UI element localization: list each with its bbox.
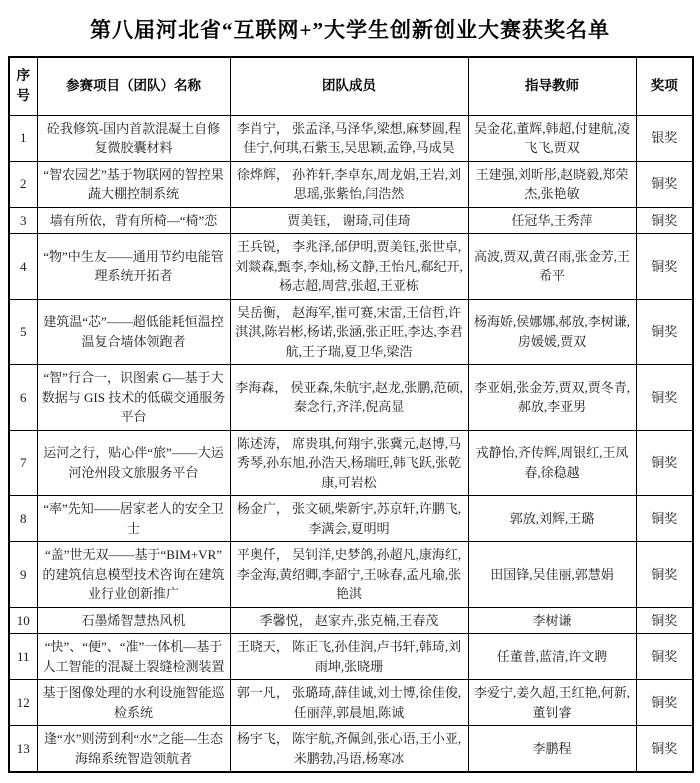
- cell-members: 徐烨辉， 孙祚轩,李卓东,周龙娟,王岩,刘思瑶,张紫怡,闫浩然: [230, 161, 468, 207]
- table-row: [9, 161, 693, 207]
- cell-award: 铜奖: [636, 496, 693, 542]
- cell-serial: 7: [9, 430, 37, 496]
- table-row: [9, 430, 693, 496]
- cell-advisors: 任董普,蓝清,许文聘: [468, 634, 636, 680]
- table-row: [9, 234, 693, 300]
- table-row: [9, 207, 693, 234]
- cell-project: “智”行合一，识图索 G—基于大数据与 GIS 技术的低碳交通服务平台: [37, 365, 230, 431]
- header-advisors: 指导教师: [468, 57, 636, 115]
- cell-advisors: 戎静怡,齐传辉,周银红,王凤春,徐稳越: [468, 430, 636, 496]
- table-row: [9, 299, 693, 365]
- cell-project: 墙有所依，背有所椅—“椅”恋: [37, 207, 230, 234]
- cell-project: “盖”世无双——基于“BIM+VR”的建筑信息模型技术咨询在建筑业行业创新推广: [37, 542, 230, 608]
- cell-advisors: 李树谦: [468, 607, 636, 634]
- cell-project: 运河之行，贴心伴“旅”——大运河沧州段文旅服务平台: [37, 430, 230, 496]
- cell-members: 杨金广， 张文硕,柴新宇,苏京轩,许鹏飞,李满会,夏明明: [230, 496, 468, 542]
- cell-members: 贾美钰， 谢琦,司佳琦: [230, 207, 468, 234]
- table-row: [9, 607, 693, 634]
- cell-award: 铜奖: [636, 161, 693, 207]
- cell-award: 铜奖: [636, 607, 693, 634]
- cell-members: 吴岳衡， 赵海军,崔可赛,宋雷,王信哲,许淇淇,陈岩彬,杨诺,张涵,张正旺,李达,李君航,王子瑞,夏卫华,梁浩: [230, 299, 468, 365]
- cell-serial: 4: [9, 234, 37, 300]
- cell-members: 杨宇飞， 陈宇航,齐佩剑,张心语,王小亚,米鹏勃,冯语,杨寒冰: [230, 726, 468, 773]
- header-serial: 序号: [9, 57, 37, 115]
- cell-project: 砼我修筑-国内首款混凝土自修复微胶囊材料: [37, 115, 230, 161]
- cell-members: 李海森， 侯亚森,朱航宇,赵龙,张鹏,范硕,秦念行,齐洋,倪高显: [230, 365, 468, 431]
- cell-members: 平奥仟， 吴钊洋,史梦鸽,孙超凡,康海红,李金海,黄绍卿,李韶宁,王咏春,孟凡瑜,张艳淇: [230, 542, 468, 608]
- cell-project: “智农园艺”基于物联网的智控果蔬大棚控制系统: [37, 161, 230, 207]
- cell-award: 铜奖: [636, 680, 693, 726]
- cell-advisors: 任冠华,王秀萍: [468, 207, 636, 234]
- cell-project: 逢“水”则涝到利“水”之能—生态海绵系统智造领航者: [37, 726, 230, 773]
- cell-serial: 12: [9, 680, 37, 726]
- cell-serial: 2: [9, 161, 37, 207]
- table-row: [9, 365, 693, 431]
- cell-serial: 5: [9, 299, 37, 365]
- cell-members: 季馨悦， 赵家卉,张克楠,王春茂: [230, 607, 468, 634]
- cell-award: 铜奖: [636, 726, 693, 773]
- cell-award: 银奖: [636, 115, 693, 161]
- cell-project: 石墨烯智慧热风机: [37, 607, 230, 634]
- header-row: [9, 57, 693, 115]
- cell-award: 铜奖: [636, 234, 693, 300]
- cell-advisors: 郭放,刘辉,王璐: [468, 496, 636, 542]
- table-row: [9, 496, 693, 542]
- cell-advisors: 杨海娇,侯娜娜,郝放,李树谦,房媛媛,贾双: [468, 299, 636, 365]
- header-project: 参赛项目（团队）名称: [37, 57, 230, 115]
- cell-serial: 6: [9, 365, 37, 431]
- cell-serial: 11: [9, 634, 37, 680]
- cell-advisors: 李亚娟,张金芳,贾双,贾冬青,郝放,李亚男: [468, 365, 636, 431]
- cell-award: 铜奖: [636, 430, 693, 496]
- table-row: [9, 680, 693, 726]
- cell-members: 王晓天， 陈正飞,孙佳润,卢书轩,韩琦,刘雨坤,张晓珊: [230, 634, 468, 680]
- cell-award: 铜奖: [636, 542, 693, 608]
- cell-project: 基于图像处理的水利设施智能巡检系统: [37, 680, 230, 726]
- cell-members: 陈述涛， 席贵琪,何翔宇,张冀元,赵博,马秀琴,孙东旭,孙浩天,杨瑞旺,韩飞跃,张乾康,可岩松: [230, 430, 468, 496]
- cell-project: “率”先知——居家老人的安全卫士: [37, 496, 230, 542]
- cell-advisors: 王建强,刘昕彤,赵晓毅,郑荣杰,张艳敏: [468, 161, 636, 207]
- cell-award: 铜奖: [636, 207, 693, 234]
- table-row: [9, 726, 693, 773]
- cell-advisors: 高波,贾双,黄召雨,张金芳,王希平: [468, 234, 636, 300]
- cell-serial: 10: [9, 607, 37, 634]
- cell-serial: 9: [9, 542, 37, 608]
- cell-serial: 13: [9, 726, 37, 773]
- cell-members: 李肖宁， 张孟泽,马泽华,梁想,麻梦圆,程佳宁,何琪,石紫玉,吴思颖,孟铮,马成昊: [230, 115, 468, 161]
- cell-advisors: 田国锋,吴佳丽,郭慧娟: [468, 542, 636, 608]
- awards-table: [8, 56, 694, 773]
- cell-serial: 8: [9, 496, 37, 542]
- table-row: [9, 634, 693, 680]
- cell-advisors: 吴金花,董辉,韩超,付建航,凌飞飞,贾双: [468, 115, 636, 161]
- cell-award: 铜奖: [636, 634, 693, 680]
- cell-advisors: 李爱宁,姜久超,王红艳,何新,董钊睿: [468, 680, 636, 726]
- cell-project: “快”、“便”、“准”一体机—基于人工智能的混凝土裂缝检测装置: [37, 634, 230, 680]
- cell-serial: 1: [9, 115, 37, 161]
- cell-project: “物”中生友——通用节约电能管理系统开拓者: [37, 234, 230, 300]
- cell-award: 铜奖: [636, 365, 693, 431]
- cell-advisors: 李鹏程: [468, 726, 636, 773]
- page-title: 第八届河北省“互联网+”大学生创新创业大赛获奖名单: [90, 18, 610, 42]
- table-row: [9, 542, 693, 608]
- table-row: [9, 115, 693, 161]
- cell-members: 郭一凡， 张璐琦,薛佳诚,刘士博,徐佳俊,任丽萍,郭晨旭,陈诚: [230, 680, 468, 726]
- cell-project: 建筑温“芯”——超低能耗恒温控温复合墙体领跑者: [37, 299, 230, 365]
- cell-award: 铜奖: [636, 299, 693, 365]
- cell-serial: 3: [9, 207, 37, 234]
- header-award: 奖项: [636, 57, 693, 115]
- header-members: 团队成员: [230, 57, 468, 115]
- cell-members: 王兵锐， 李兆泽,邰伊明,贾美钰,张世卓,刘燚森,甄李,李灿,杨文静,王怡凡,郗纪开,杨志超,周营,张超,王亚栋: [230, 234, 468, 300]
